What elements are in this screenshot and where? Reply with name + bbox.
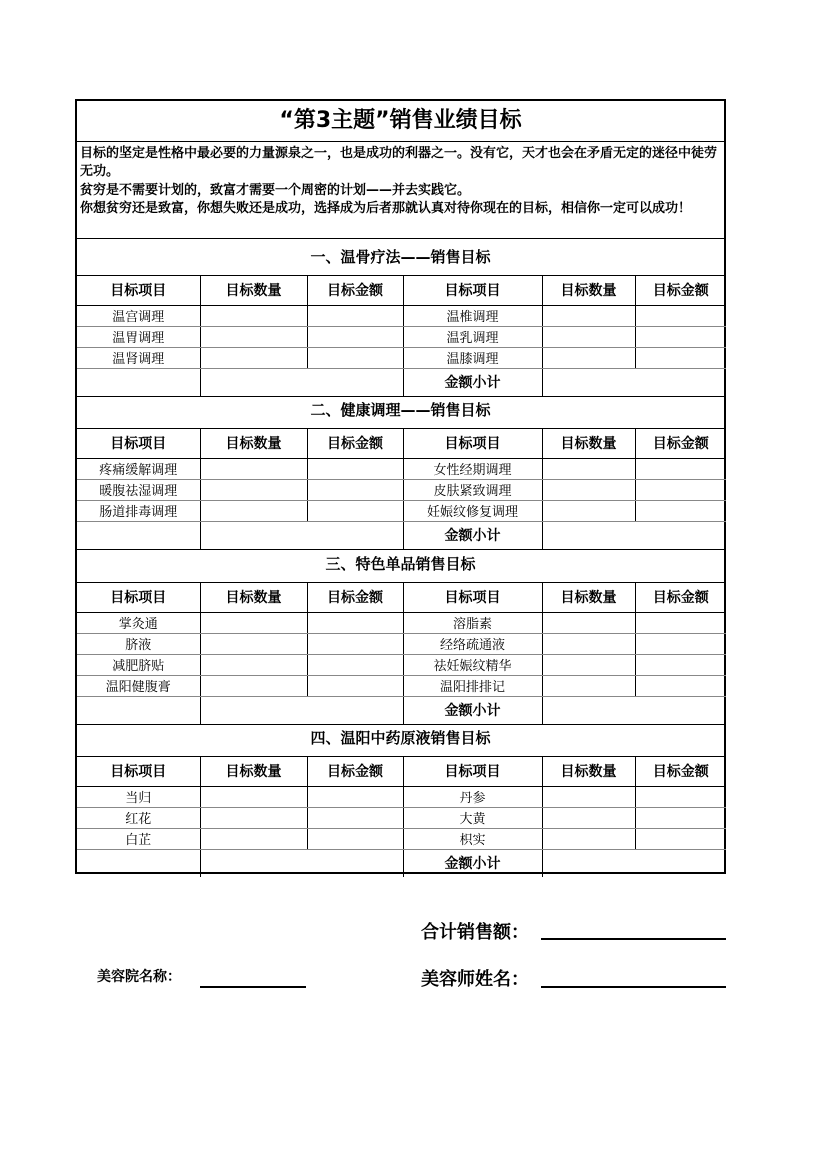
column-header: 目标数量 bbox=[542, 275, 635, 305]
column-header: 目标项目 bbox=[77, 275, 200, 305]
section-heading: 一、温骨疗法——销售目标 bbox=[77, 239, 724, 276]
item-name-cell: 丹参 bbox=[403, 786, 542, 807]
section-heading: 四、温阳中药原液销售目标 bbox=[77, 720, 724, 757]
item-name-cell: 红花 bbox=[77, 807, 200, 828]
column-header: 目标数量 bbox=[200, 756, 307, 786]
quantity-input-cell[interactable] bbox=[542, 326, 635, 347]
amount-input-cell[interactable] bbox=[307, 347, 403, 368]
blank-cell bbox=[77, 521, 200, 549]
amount-input-cell[interactable] bbox=[635, 326, 726, 347]
quantity-input-cell[interactable] bbox=[542, 807, 635, 828]
salon-name-label: 美容院名称： bbox=[97, 969, 181, 985]
subtotal-row bbox=[77, 521, 726, 549]
amount-input-cell[interactable] bbox=[635, 654, 726, 675]
quantity-input-cell[interactable] bbox=[200, 633, 307, 654]
item-name-cell: 经络疏通液 bbox=[403, 633, 542, 654]
table-header-row bbox=[77, 275, 726, 305]
subtotal-row bbox=[77, 849, 726, 877]
column-header: 目标金额 bbox=[635, 428, 726, 458]
column-header: 目标数量 bbox=[200, 582, 307, 612]
quantity-input-cell[interactable] bbox=[542, 612, 635, 633]
item-name-cell: 枳实 bbox=[403, 828, 542, 849]
amount-input-cell[interactable] bbox=[635, 347, 726, 368]
column-header: 目标金额 bbox=[635, 756, 726, 786]
item-name-cell: 温阳健腹膏 bbox=[77, 675, 200, 696]
page-title: “第3主题”销售业绩目标 bbox=[77, 101, 724, 142]
quantity-input-cell[interactable] bbox=[200, 326, 307, 347]
quantity-input-cell[interactable] bbox=[542, 633, 635, 654]
subtotal-label: 金额小计 bbox=[403, 696, 542, 724]
item-name-cell: 皮肤紧致调理 bbox=[403, 479, 542, 500]
amount-input-cell[interactable] bbox=[307, 458, 403, 479]
subtotal-label: 金额小计 bbox=[403, 849, 542, 877]
table-header-row bbox=[77, 756, 726, 786]
amount-input-cell[interactable] bbox=[307, 500, 403, 521]
intro-paragraph-3: 你想贫穷还是致富，你想失败还是成功，选择成为后者那就认真对待你现在的目标，相信你一定可以成功！ bbox=[80, 201, 692, 217]
column-header: 目标项目 bbox=[403, 428, 542, 458]
quantity-input-cell[interactable] bbox=[200, 675, 307, 696]
total-sales-field[interactable] bbox=[541, 938, 726, 940]
subtotal-amount-cell[interactable] bbox=[542, 849, 726, 877]
item-name-cell: 脐液 bbox=[77, 633, 200, 654]
column-header: 目标金额 bbox=[307, 756, 403, 786]
quantity-input-cell[interactable] bbox=[542, 786, 635, 807]
item-name-cell: 当归 bbox=[77, 786, 200, 807]
amount-input-cell[interactable] bbox=[635, 675, 726, 696]
quantity-input-cell[interactable] bbox=[200, 828, 307, 849]
blank-cell bbox=[200, 849, 403, 877]
subtotal-amount-cell[interactable] bbox=[542, 521, 726, 549]
item-name-cell: 暖腹祛湿调理 bbox=[77, 479, 200, 500]
amount-input-cell[interactable] bbox=[635, 305, 726, 326]
table-row bbox=[77, 458, 726, 479]
quantity-input-cell[interactable] bbox=[200, 479, 307, 500]
amount-input-cell[interactable] bbox=[307, 612, 403, 633]
item-name-cell: 疼痛缓解调理 bbox=[77, 458, 200, 479]
table-row bbox=[77, 500, 726, 521]
column-header: 目标数量 bbox=[200, 275, 307, 305]
section-heading: 三、特色单品销售目标 bbox=[77, 546, 724, 583]
table-row bbox=[77, 347, 726, 368]
column-header: 目标金额 bbox=[635, 582, 726, 612]
section-heading: 二、健康调理——销售目标 bbox=[77, 392, 724, 429]
column-header: 目标金额 bbox=[307, 428, 403, 458]
item-name-cell: 肠道排毒调理 bbox=[77, 500, 200, 521]
amount-input-cell[interactable] bbox=[635, 786, 726, 807]
intro-text bbox=[77, 141, 724, 239]
table-row bbox=[77, 326, 726, 347]
amount-input-cell[interactable] bbox=[635, 633, 726, 654]
column-header: 目标数量 bbox=[542, 756, 635, 786]
amount-input-cell[interactable] bbox=[307, 786, 403, 807]
column-header: 目标数量 bbox=[542, 428, 635, 458]
quantity-input-cell[interactable] bbox=[542, 479, 635, 500]
amount-input-cell[interactable] bbox=[307, 828, 403, 849]
quantity-input-cell[interactable] bbox=[200, 807, 307, 828]
quantity-input-cell[interactable] bbox=[200, 786, 307, 807]
amount-input-cell[interactable] bbox=[307, 633, 403, 654]
quantity-input-cell[interactable] bbox=[200, 500, 307, 521]
table-row bbox=[77, 633, 726, 654]
target-table bbox=[77, 756, 726, 877]
amount-input-cell[interactable] bbox=[635, 828, 726, 849]
column-header: 目标项目 bbox=[77, 756, 200, 786]
quantity-input-cell[interactable] bbox=[542, 675, 635, 696]
item-name-cell: 温肾调理 bbox=[77, 347, 200, 368]
table-row bbox=[77, 675, 726, 696]
item-name-cell: 温宫调理 bbox=[77, 305, 200, 326]
item-name-cell: 掌灸通 bbox=[77, 612, 200, 633]
blank-cell bbox=[77, 849, 200, 877]
table-header-row bbox=[77, 582, 726, 612]
amount-input-cell[interactable] bbox=[635, 458, 726, 479]
amount-input-cell[interactable] bbox=[635, 500, 726, 521]
target-table bbox=[77, 582, 726, 725]
item-name-cell: 溶脂素 bbox=[403, 612, 542, 633]
salon-name-field[interactable] bbox=[200, 986, 306, 988]
table-row bbox=[77, 807, 726, 828]
amount-input-cell[interactable] bbox=[307, 479, 403, 500]
item-name-cell: 温椎调理 bbox=[403, 305, 542, 326]
table-row bbox=[77, 654, 726, 675]
target-table bbox=[77, 275, 726, 397]
amount-input-cell[interactable] bbox=[307, 807, 403, 828]
blank-cell bbox=[200, 521, 403, 549]
column-header: 目标金额 bbox=[307, 275, 403, 305]
item-name-cell: 妊娠纹修复调理 bbox=[403, 500, 542, 521]
quantity-input-cell[interactable] bbox=[542, 305, 635, 326]
sales-target-sheet bbox=[75, 99, 726, 874]
quantity-input-cell[interactable] bbox=[200, 654, 307, 675]
item-name-cell: 白芷 bbox=[77, 828, 200, 849]
table-row bbox=[77, 479, 726, 500]
column-header: 目标项目 bbox=[403, 756, 542, 786]
target-table bbox=[77, 428, 726, 550]
quantity-input-cell[interactable] bbox=[542, 347, 635, 368]
subtotal-label: 金额小计 bbox=[403, 521, 542, 549]
beautician-name-label: 美容师姓名： bbox=[421, 969, 529, 990]
item-name-cell: 大黄 bbox=[403, 807, 542, 828]
quantity-input-cell[interactable] bbox=[542, 654, 635, 675]
total-sales-label: 合计销售额： bbox=[421, 922, 529, 943]
table-header-row bbox=[77, 428, 726, 458]
amount-input-cell[interactable] bbox=[307, 305, 403, 326]
item-name-cell: 温乳调理 bbox=[403, 326, 542, 347]
column-header: 目标金额 bbox=[307, 582, 403, 612]
intro-paragraph-1: 目标的坚定是性格中最必要的力量源泉之一，也是成功的利器之一。没有它，天才也会在矛盾无定的迷径中徒劳无功。 bbox=[80, 146, 718, 180]
item-name-cell: 温胃调理 bbox=[77, 326, 200, 347]
amount-input-cell[interactable] bbox=[307, 326, 403, 347]
beautician-name-field[interactable] bbox=[541, 986, 726, 988]
column-header: 目标金额 bbox=[635, 275, 726, 305]
item-name-cell: 祛妊娠纹精华 bbox=[403, 654, 542, 675]
quantity-input-cell[interactable] bbox=[200, 458, 307, 479]
amount-input-cell[interactable] bbox=[635, 479, 726, 500]
amount-input-cell[interactable] bbox=[635, 807, 726, 828]
table-row bbox=[77, 305, 726, 326]
subtotal-label: 金额小计 bbox=[403, 368, 542, 396]
quantity-input-cell[interactable] bbox=[542, 500, 635, 521]
quantity-input-cell[interactable] bbox=[542, 458, 635, 479]
amount-input-cell[interactable] bbox=[307, 675, 403, 696]
table-row bbox=[77, 612, 726, 633]
column-header: 目标项目 bbox=[403, 275, 542, 305]
column-header: 目标数量 bbox=[200, 428, 307, 458]
table-row bbox=[77, 786, 726, 807]
item-name-cell: 减肥脐贴 bbox=[77, 654, 200, 675]
item-name-cell: 温阳排排记 bbox=[403, 675, 542, 696]
intro-paragraph-2: 贫穷是不需要计划的，致富才需要一个周密的计划——并去实践它。 bbox=[80, 182, 471, 198]
column-header: 目标项目 bbox=[77, 582, 200, 612]
quantity-input-cell[interactable] bbox=[542, 828, 635, 849]
amount-input-cell[interactable] bbox=[307, 654, 403, 675]
quantity-input-cell[interactable] bbox=[200, 347, 307, 368]
column-header: 目标项目 bbox=[77, 428, 200, 458]
table-row bbox=[77, 828, 726, 849]
item-name-cell: 温膝调理 bbox=[403, 347, 542, 368]
quantity-input-cell[interactable] bbox=[200, 612, 307, 633]
column-header: 目标项目 bbox=[403, 582, 542, 612]
quantity-input-cell[interactable] bbox=[200, 305, 307, 326]
column-header: 目标数量 bbox=[542, 582, 635, 612]
item-name-cell: 女性经期调理 bbox=[403, 458, 542, 479]
amount-input-cell[interactable] bbox=[635, 612, 726, 633]
